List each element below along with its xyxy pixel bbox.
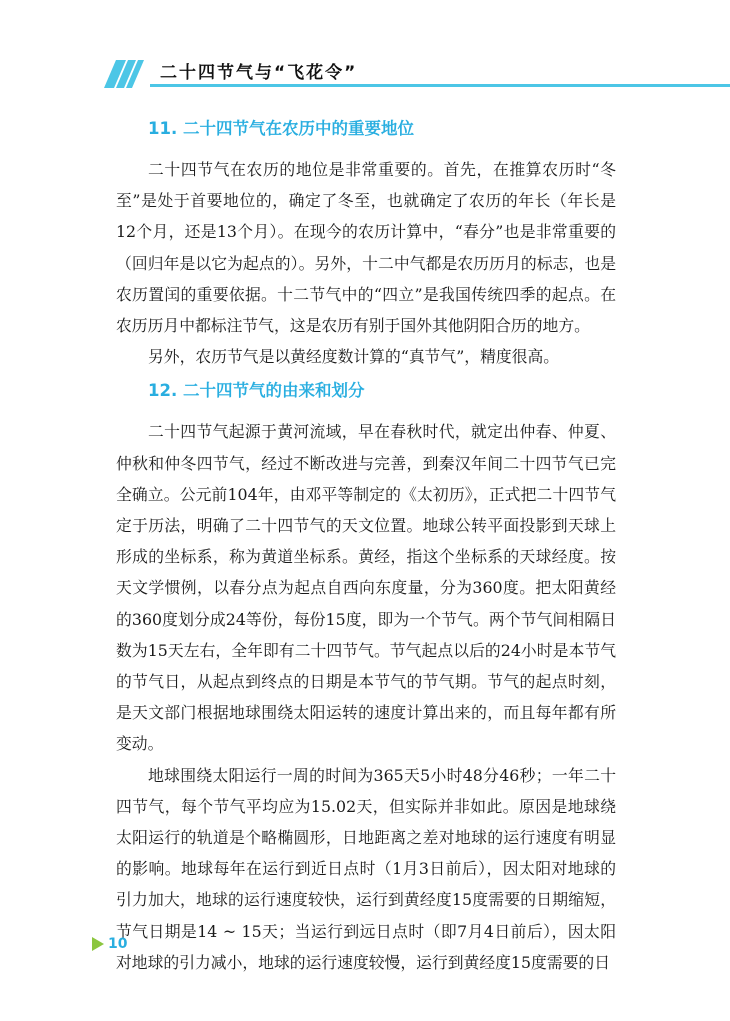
- paragraph: 二十四节气在农历的地位是非常重要的。首先，在推算农历时“冬至”是处于首要地位的，确定了冬至，也就确定了农历的年长（年长是12个月，还是13个月）。在现今的农历计算中，“春分”也是非常重要的（回归年是以它为起点的）。另外，十二中气都是农历历月的标志，也是农历置闰的重要依据。十二节气中的“四立”是我国传统四季的起点。在农历历月中都标注节气，这是农历有别于国外其他阴阳合历的地方。: [116, 160, 616, 336]
- header-rule: [150, 84, 730, 87]
- header-title: 二十四节气与“飞花令”: [160, 63, 358, 83]
- page-header: [0, 0, 730, 100]
- paragraph: 另外，农历节气是以黄经度数计算的“真节气”，精度很高。: [148, 347, 560, 367]
- page-footer: [92, 936, 127, 952]
- paragraph: 地球围绕太阳运行一周的时间为365天5小时48分46秒；一年二十四节气，每个节气平均应为15.02天，但实际并非如此。原因是地球绕太阳运行的轨道是个略椭圆形，日地距离之差对地球的运行速度有明显的影响。地球每年在运行到近日点时（1月3日前后），因太阳对地球的引力加大，地球的运行速度较快，运行到黄经度15度需要的日期缩短，节气日期是14 ~ 15天；当运行到远日点时（即7月4日前后），因太阳对地球的引力减小，地球的运行速度较慢，运行到黄经度15度需要的日: [116, 765, 616, 972]
- section-heading-11: 11. 二十四节气在农历中的重要地位: [148, 119, 414, 138]
- page-number: 10: [108, 936, 128, 952]
- triangle-arrow-icon: [92, 937, 104, 951]
- page-content: [116, 110, 616, 978]
- section-heading-12: 12. 二十四节气的由来和划分: [148, 381, 365, 401]
- paragraph: 二十四节气起源于黄河流域，早在春秋时代，就定出仲春、仲夏、仲秋和仲冬四节气，经过不断改进与完善，到秦汉年间二十四节气已完全确立。公元前104年，由邓平等制定的《太初历》，正式把二十四节气定于历法，明确了二十四节气的天文位置。地球公转平面投影到天球上形成的坐标系，称为黄道坐标系。黄经，指这个坐标系的天球经度。按天文学惯例，以春分点为起点自西向东度量，分为360度。把太阳黄经的360度划分成24等份，每份15度，即为一个节气。两个节气间相隔日数为15天左右，全年即有二十四节气。节气起点以后的24小时是本节气的节气日，从起点到终点的日期是本节气的节气期。节气的起点时刻，是天文部门根据地球围绕太阳运转的速度计算出来的，而且每年都有所变动。: [116, 422, 616, 754]
- stripes-decoration-icon: [96, 60, 156, 88]
